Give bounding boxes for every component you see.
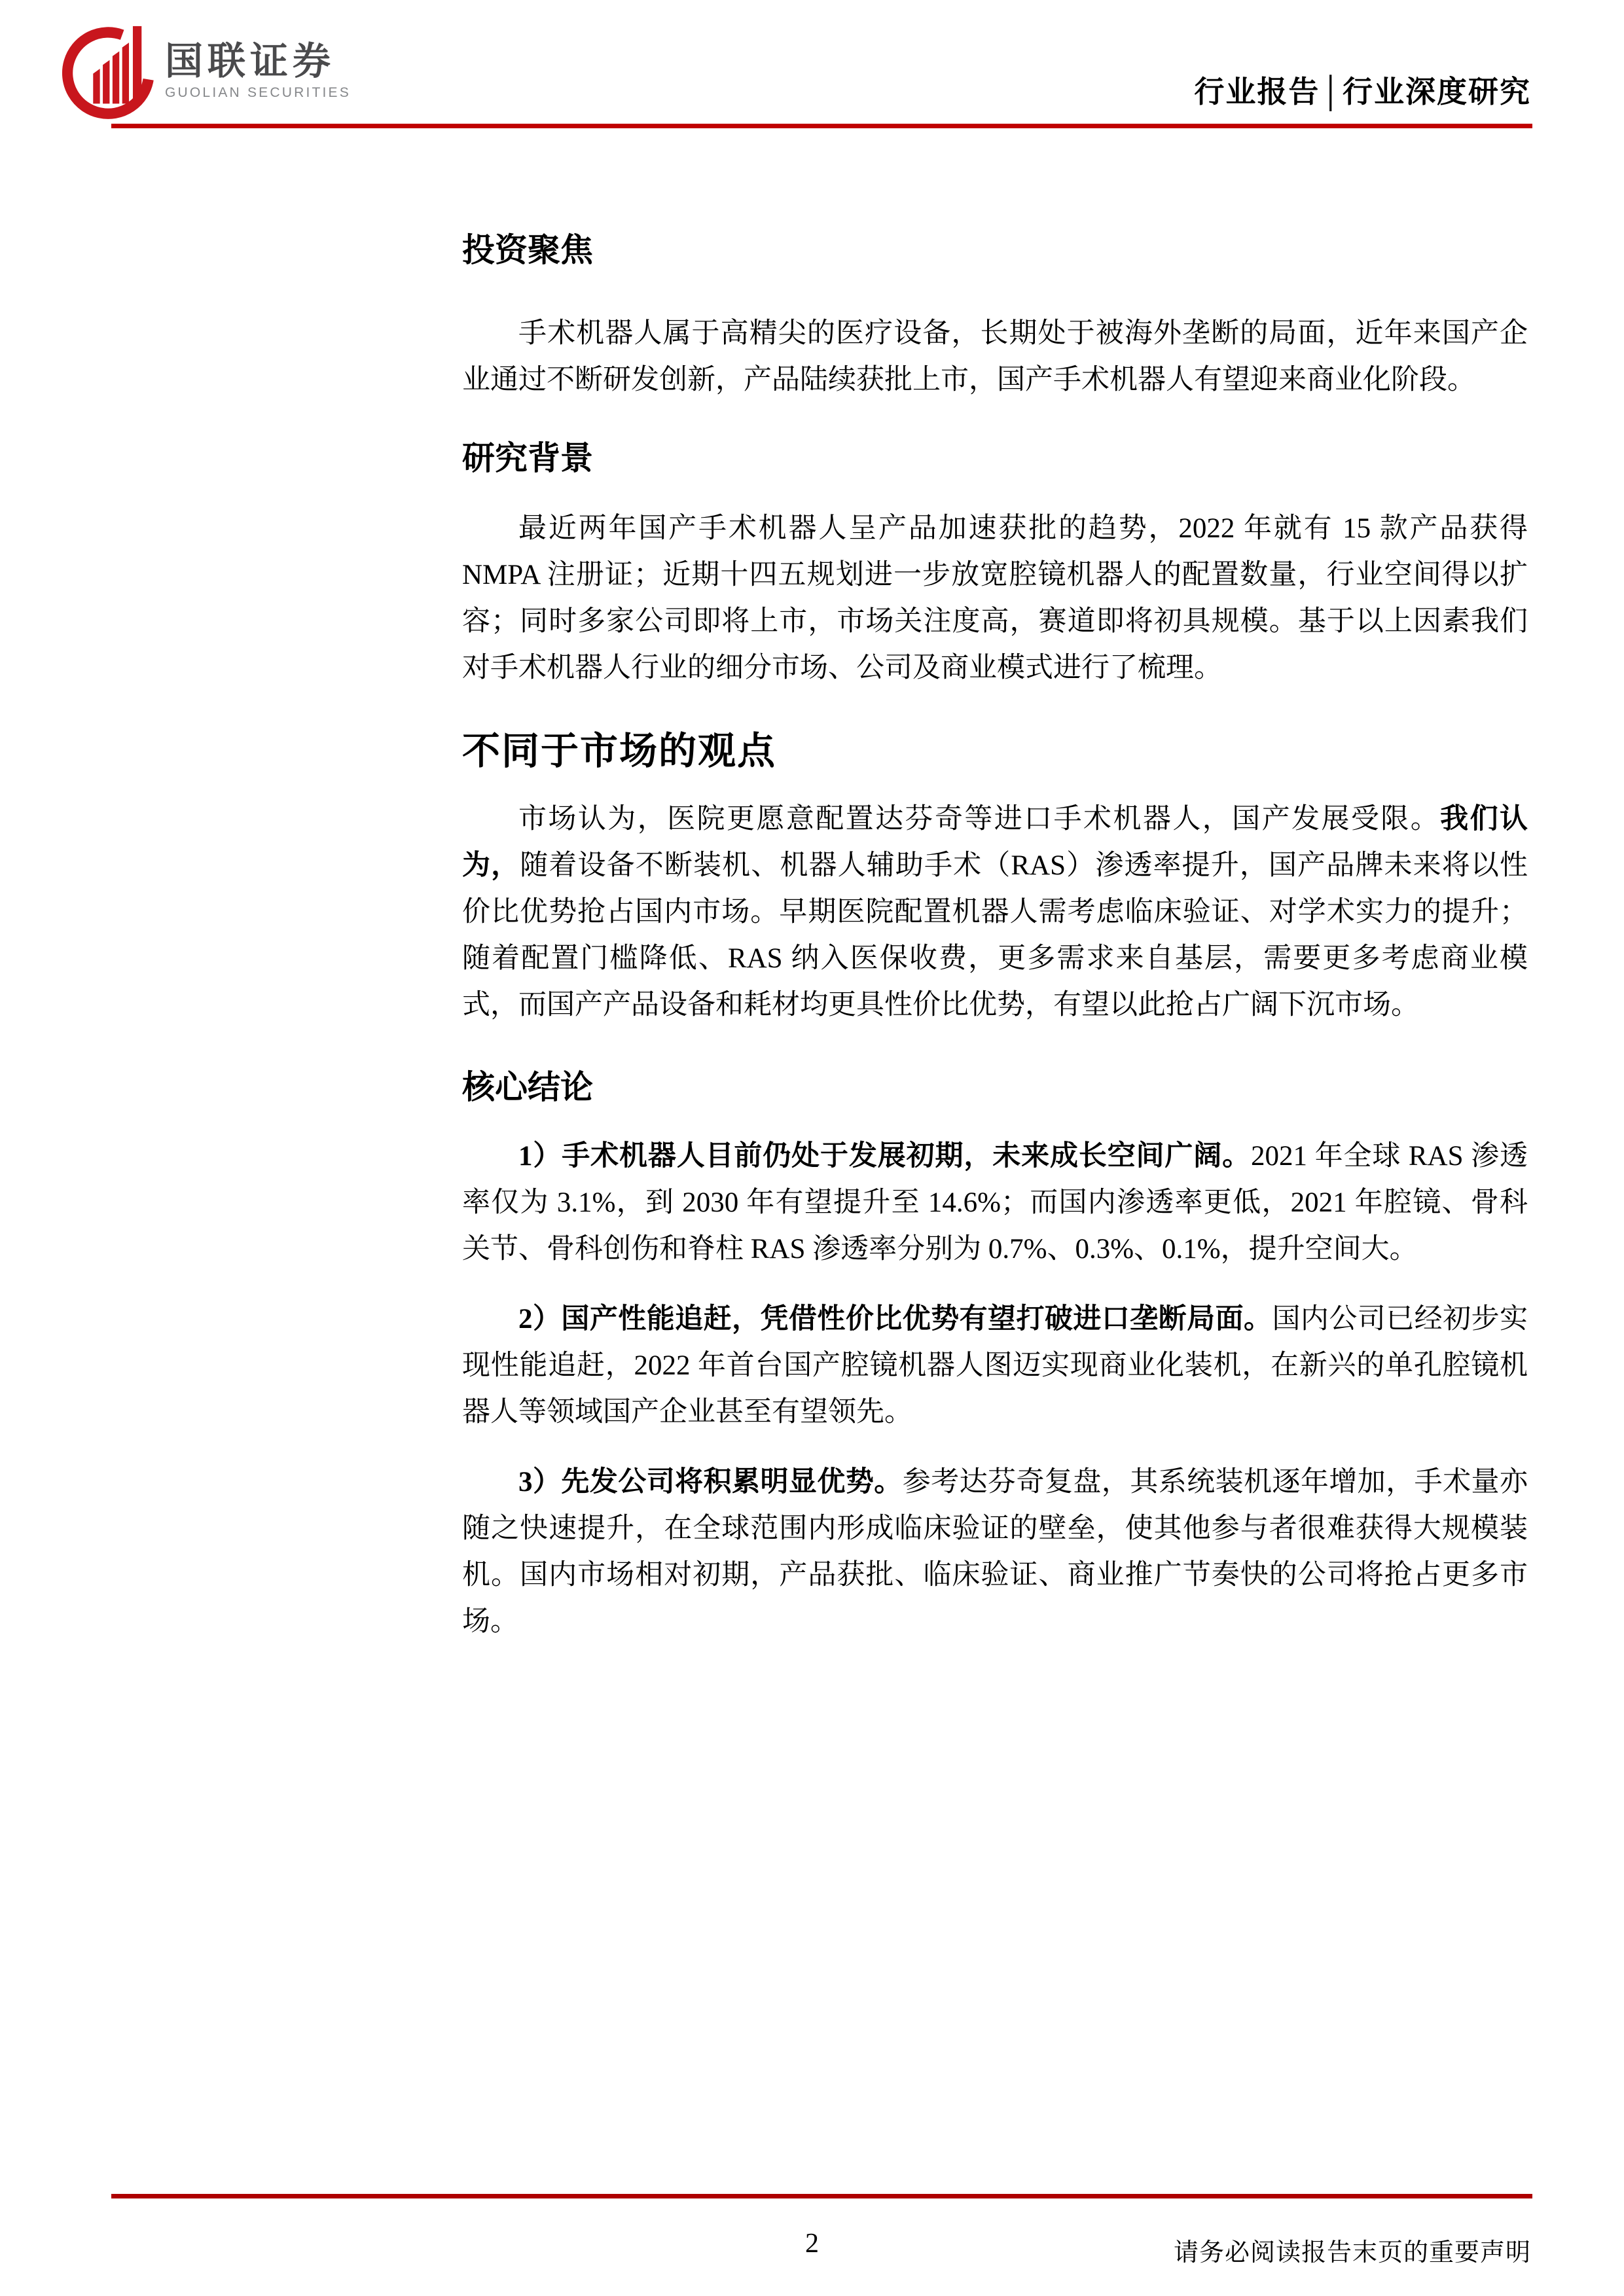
paragraph: 手术机器人属于高精尖的医疗设备，长期处于被海外垄断的局面，近年来国产企业通过不断研发创新，产品陆续获批上市，国产手术机器人有望迎来商业化阶段。 — [462, 318, 1528, 395]
section-heading-research-background: 研究背景 — [462, 440, 593, 476]
paragraph: 1）手术机器人目前仍处于发展初期，未来成长空间广阔。2021 年全球 RAS 渗透率仅为 3.1%，到 2030 年有望提升至 14.6%；而国内渗透率更低，2021 年腔镜、骨科关节、骨科创伤和脊柱 RAS 渗透率分别为 0.7%、0.3%、0.1%，提升空间大。 — [462, 1141, 1528, 1265]
paragraph: 市场认为，医院更愿意配置达芬奇等进口手术机器人，国产发展受限。我们认为，随着设备不断装机、机器人辅助手术（RAS）渗透率提升，国产品牌未来将以性价比优势抢占国内市场。早期医院配置机器人需考虑临床验证、对学术实力的提升；随着配置门槛降低、RAS 纳入医保收费，更多需求来自基层，需要更多考虑商业模式，而国产产品设备和耗材均更具性价比优势，有望以此抢占广阔下沉市场。 — [462, 804, 1528, 1020]
section-heading-invest-focus: 投资聚焦 — [462, 232, 593, 268]
company-logo — [58, 22, 351, 119]
paragraph: 3）先发公司将积累明显优势。参考达芬奇复盘，其系统装机逐年增加，手术量亦随之快速提升，在全球范围内形成临床验证的壁垒，使其他参与者很难获得大规模装机。国内市场相对初期，产品获批、临床验证、商业推广节奏快的公司将抢占更多市场。 — [462, 1467, 1528, 1637]
logo-company-name-en: GUOLIAN SECURITIES — [165, 84, 351, 100]
section-heading-different-view: 不同于市场的观点 — [462, 730, 777, 772]
logo-text — [165, 41, 351, 101]
footer-divider — [111, 2194, 1532, 2198]
paragraph: 最近两年国产手术机器人呈产品加速获批的趋势，2022 年就有 15 款产品获得 NMPA 注册证；近期十四五规划进一步放宽腔镜机器人的配置数量，行业空间得以扩容；同时多家公司即将上市，市场关注度高，赛道即将初具规模。基于以上因素我们对手术机器人行业的细分市场、公司及商业模式进行了梳理。 — [462, 513, 1528, 683]
section-heading-core-conclusions: 核心结论 — [462, 1069, 593, 1105]
logo-company-name: 国联证券 — [165, 40, 336, 83]
report-body — [462, 224, 1528, 1668]
paragraph: 2）国产性能追赶，凭借性价比优势有望打破进口垄断局面。国内公司已经初步实现性能追赶，2022 年首台国产腔镜机器人图迈实现商业化装机，在新兴的单孔腔镜机器人等领域国产企业甚至有望领先。 — [462, 1304, 1528, 1427]
report-type-label: 行业报告│行业深度研究 — [1194, 75, 1531, 109]
footer-disclaimer: 请务必阅读报告末页的重要声明 — [1173, 2239, 1531, 2267]
guolian-logo-icon — [58, 22, 156, 119]
page-number: 2 — [805, 2229, 819, 2259]
header-divider — [111, 124, 1532, 128]
